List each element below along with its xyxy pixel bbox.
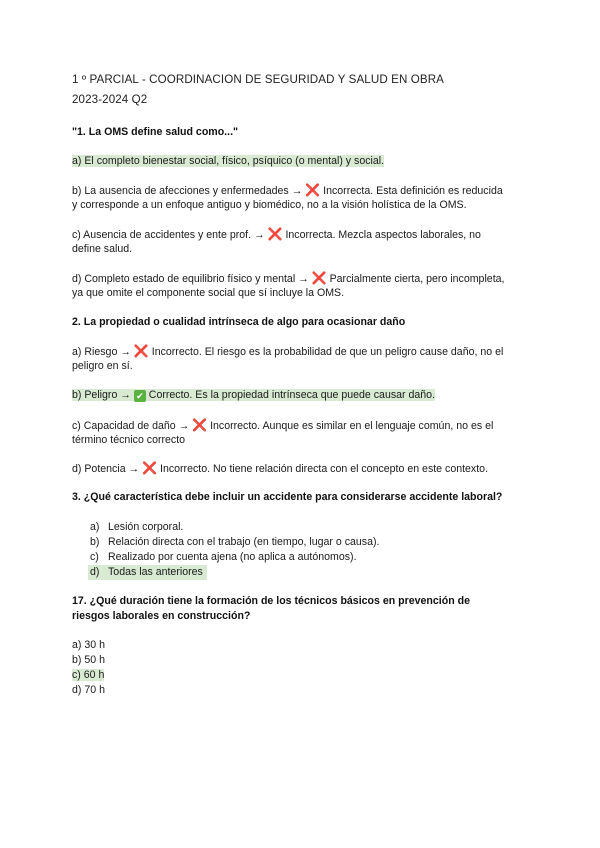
list-marker: a) — [90, 521, 100, 533]
arrow-icon: → — [253, 229, 265, 241]
q2-option-c — [72, 418, 532, 434]
arrow-icon: → — [178, 420, 190, 432]
q2-option-a-explanation: Incorrecto. El riesgo es la probabilidad de que un peligro cause daño, no el — [151, 346, 504, 358]
q3-list-item — [72, 535, 532, 550]
q2-option-b-highlight — [72, 389, 435, 401]
q2-option-c-label: c) Capacidad de daño — [72, 420, 176, 432]
q1-option-d — [72, 271, 532, 287]
document-title: 1 º PARCIAL - COORDINACION DE SEGURIDAD Y SALUD EN OBRA — [72, 73, 445, 86]
q17-option-correct — [72, 668, 532, 683]
q2-option-d-label: d) Potencia — [72, 463, 126, 475]
q3-list-item — [72, 550, 532, 565]
question-17-title-line2: riesgos laborales en construcción? — [72, 610, 251, 622]
q3-list-item — [72, 520, 532, 535]
q1-option-b-explanation: Incorrecta. Esta definición es reducida — [323, 185, 503, 197]
q2-option-c-explanation: Incorrecto. Aunque es similar en el lenguaje común, no es el — [210, 420, 494, 432]
list-marker: b) — [90, 536, 100, 548]
list-marker: d) — [90, 566, 100, 578]
q1-option-a — [72, 154, 532, 169]
cross-icon: ❌ — [192, 418, 208, 432]
cross-icon: ❌ — [311, 271, 327, 285]
q1-option-c-explanation: Incorrecta. Mezcla aspectos laborales, no — [285, 229, 481, 241]
cross-icon: ❌ — [305, 183, 321, 197]
q2-option-d-explanation: Incorrecto. No tiene relación directa con el concepto en este contexto. — [160, 463, 489, 475]
list-item-text: Relación directa con el trabajo (en tiempo, lugar o causa). — [108, 536, 380, 548]
q1-option-d-label: d) Completo estado de equilibrio físico y mental — [72, 273, 296, 285]
q1-option-b — [72, 183, 532, 199]
q2-option-a — [72, 344, 532, 360]
arrow-icon: → — [120, 346, 131, 358]
arrow-icon: → — [291, 185, 303, 197]
question-17-title: 17. ¿Qué duración tiene la formación de los técnicos básicos en prevención de — [72, 595, 470, 607]
question-3-title: 3. ¿Qué característica debe incluir un accidente para considerarse accidente laboral? — [72, 491, 503, 503]
q1-option-b-line2: y corresponde a un enfoque antiguo y biomédico, no a la visión holística de la OMS. — [72, 199, 467, 211]
q17-option-correct-text: c) 60 h — [72, 669, 105, 681]
q1-option-d-explanation: Parcialmente cierta, pero incompleta, — [329, 273, 505, 285]
document-subtitle: 2023-2024 Q2 — [72, 93, 148, 106]
q1-option-b-label: b) La ausencia de afecciones y enfermedades — [72, 185, 289, 197]
q1-option-c — [72, 227, 532, 243]
q2-option-c-line2: término técnico correcto — [72, 434, 186, 446]
list-item-text: Realizado por cuenta ajena (no aplica a autónomos). — [108, 551, 357, 563]
q1-option-c-label: c) Ausencia de accidentes y ente prof. — [72, 229, 252, 241]
arrow-icon: → — [120, 389, 131, 401]
q1-option-c-line2: define salud. — [72, 243, 133, 255]
q2-option-b-explanation: Correcto. Es la propiedad intrínseca que puede causar daño. — [148, 389, 436, 401]
q2-option-a-label: a) Riesgo — [72, 346, 118, 358]
check-icon: ✔ — [134, 390, 146, 402]
q1-option-a-text: a) El completo bienestar social, físico, psíquico (o mental) y social. — [72, 155, 385, 167]
q2-option-d — [72, 461, 532, 477]
q2-option-a-line2: peligro en sí. — [72, 360, 133, 372]
cross-icon: ❌ — [142, 461, 158, 475]
q17-option: a) 30 h — [72, 639, 105, 651]
arrow-icon: → — [128, 463, 140, 475]
question-1-title: "1. La OMS define salud como..." — [72, 126, 239, 138]
cross-icon: ❌ — [267, 227, 283, 241]
question-2-title: 2. La propiedad o cualidad intrínseca de algo para ocasionar daño — [72, 316, 406, 328]
q1-option-d-line2: ya que omite el componente social que sí incluye la OMS. — [72, 287, 345, 299]
list-marker: c) — [90, 551, 99, 563]
cross-icon: ❌ — [133, 344, 149, 358]
list-item-text: Lesión corporal. — [108, 521, 184, 533]
q2-option-b — [72, 388, 532, 403]
q2-option-b-label: b) Peligro — [72, 389, 118, 401]
list-item-text: Todas las anteriores — [108, 566, 203, 578]
arrow-icon: → — [298, 273, 309, 285]
q17-option: b) 50 h — [72, 654, 105, 666]
q17-option: d) 70 h — [72, 684, 105, 696]
q3-list-item-correct — [88, 565, 207, 580]
